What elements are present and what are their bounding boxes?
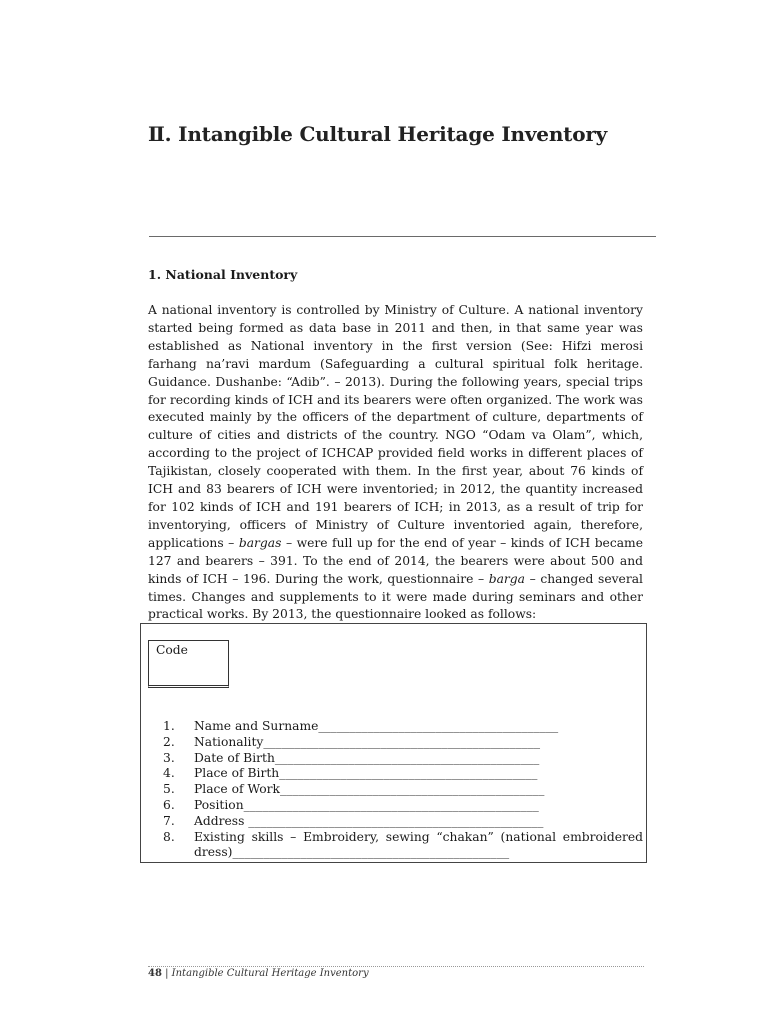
list-item: [163, 782, 643, 798]
paragraph-text: A national inventory is controlled by Ministry of Culture. A national inventory started being formed as data base in 2011 and then, in that same year was established as National inventory in the first version (See: Hifzi merosi farhang na’ravi mardum (Safeguarding a cultural spiritual folk heritage. Guidance. Dushanbe: “Adib”. – 2013). During the following years, special trips for recording kinds of ICH and its bearers were often organized. The work was executed mainly by the officers of the department of culture, departments of culture of cities and districts of the country. NGO “Odam va Olam”, which, according to the project of ICHCAP provided field works in different places of Tajikistan, closely cooperated with them. In the first year, about 76 kinds of ICH and 83 bearers of ICH were inventoried; in 2012, the quantity increased for 102 kinds of ICH and 191 bearers of ICH; in 2013, as a result of trip for inventorying, officers of Ministry of Culture inventoried again, therefore, applications –: [148, 303, 643, 550]
list-item: [163, 798, 643, 814]
field-name-surname: Name and Surname_______________________________________: [194, 719, 559, 733]
list-item: [163, 830, 643, 862]
item-number: 7.: [163, 813, 175, 828]
page-footer: [148, 968, 369, 979]
section-heading: 1. National Inventory: [148, 267, 298, 282]
code-box: [148, 640, 229, 688]
body-paragraph: [148, 302, 643, 624]
list-item: [163, 814, 643, 830]
paragraph-text: – were full up for the end of year – kinds of ICH became 127 and bearers – 391. To the end of 2014, the bearers were about 500 and kinds of ICH – 196. During the work, questionnaire –: [148, 535, 643, 586]
item-number: 5.: [163, 782, 175, 797]
page-number: 48: [148, 968, 162, 979]
item-number: 2.: [163, 734, 175, 749]
running-title: Intangible Cultural Heritage Inventory: [171, 968, 369, 979]
title-divider: [149, 236, 656, 237]
item-number: 3.: [163, 750, 175, 765]
item-number: 8.: [163, 829, 175, 844]
footer-divider: [148, 966, 644, 967]
footer-separator: |: [161, 968, 172, 979]
field-existing-skills: Existing skills – Embroidery, sewing “chakan” (national embroidered dress)_____________________________________________: [194, 829, 643, 860]
item-number: 6.: [163, 797, 175, 812]
list-item: [163, 766, 643, 782]
chapter-title: Ⅱ. Intangible Cultural Heritage Inventory: [148, 122, 608, 146]
term-bargas: bargas: [238, 535, 282, 550]
field-place-of-birth: Place of Birth__________________________________________: [194, 766, 538, 781]
questionnaire-fields: [163, 719, 643, 861]
field-address: Address ________________________________________________: [194, 813, 544, 828]
questionnaire-form: [140, 623, 647, 863]
paragraph-text: – changed several times. Changes and supplements to it were made during seminars and other practical works. By 2013, the questionnaire looked as follows:: [148, 571, 643, 622]
field-date-of-birth: Date of Birth___________________________________________: [194, 750, 540, 765]
field-nationality: Nationality_____________________________________________: [194, 734, 541, 749]
list-item: [163, 751, 643, 767]
list-item: [163, 735, 643, 751]
list-item: [163, 719, 643, 735]
item-number: 1.: [163, 719, 175, 733]
code-label: Code: [156, 643, 188, 657]
field-position: Position________________________________________________: [194, 797, 539, 812]
term-barga: barga: [488, 571, 525, 586]
item-number: 4.: [163, 766, 175, 781]
field-place-of-work: Place of Work___________________________________________: [194, 782, 545, 797]
